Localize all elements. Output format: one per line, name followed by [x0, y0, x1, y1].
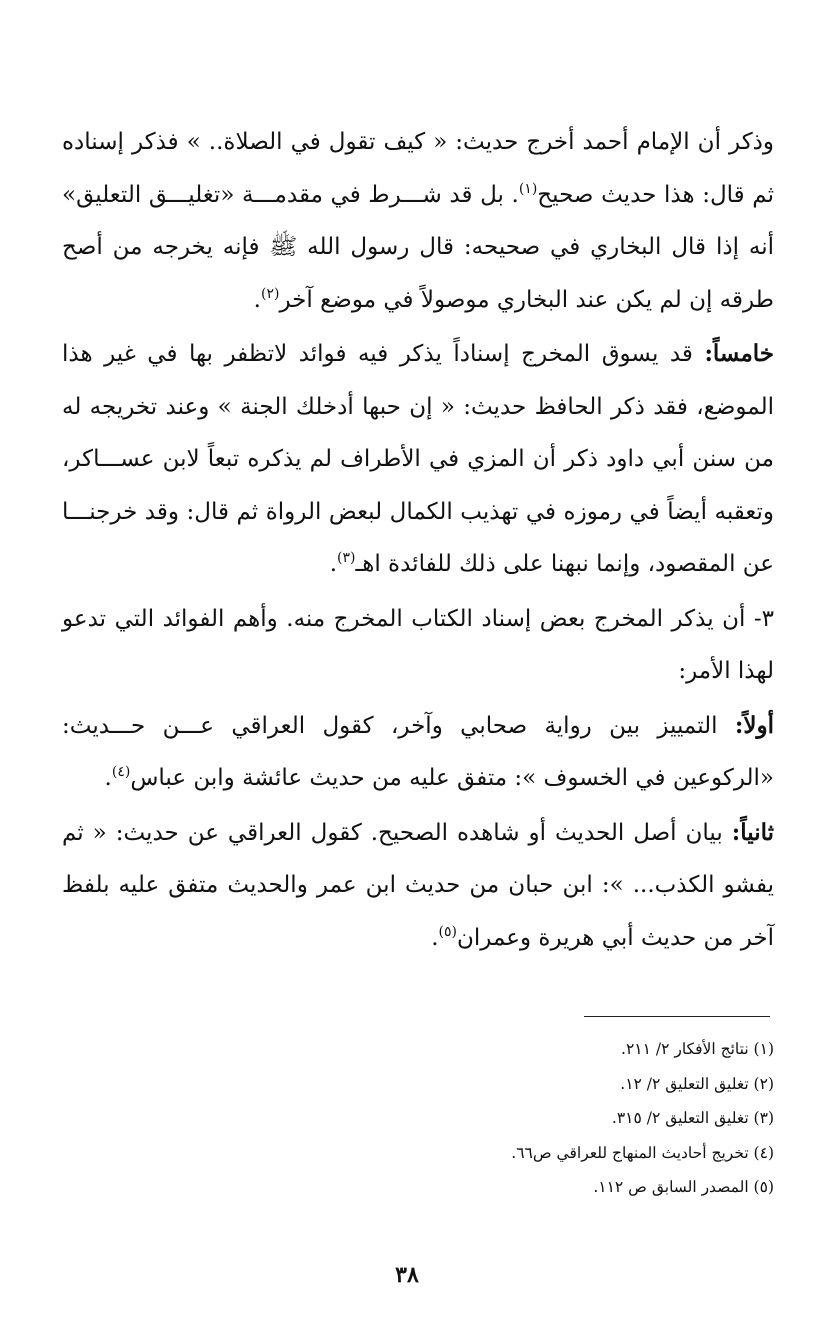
paragraph-3	[62, 593, 774, 698]
paragraph-2-heading: خامساً:	[704, 340, 774, 367]
main-text	[62, 116, 774, 964]
paragraph-4-end: .	[104, 765, 112, 791]
paragraph-1-text-a: وذكر أن الإمام أحمد أخرج حديث: « كيف تقول في الصلاة.. » فذكر إسناده ثم قال: هذا حديث صحيح	[62, 129, 774, 208]
footnote-1: (١) نتائج الأفكار ٢/ ٢١١.	[621, 1040, 774, 1058]
footnote-separator	[584, 1016, 770, 1017]
footnote-ref-1: (١)	[518, 180, 538, 197]
paragraph-3-text: ٣- أن يذكر المخرج بعض إسناد الكتاب المخرج منه. وأهم الفوائد التي تدعو لهذا الأمر:	[62, 605, 774, 684]
footnotes	[300, 1032, 774, 1205]
paragraph-1-text-b: . بل قد شـــرط في مقدمـــة «تغليـــق التعليق» أنه إذا قال البخاري في صحيحه: قال رسول الله ﷺ فإنه يخرجه من أصح طرقه إن لم يكن عند البخاري موصولاً في موضع آخر	[62, 181, 774, 313]
paragraph-1	[62, 116, 774, 326]
paragraph-4-heading: أولاً:	[734, 711, 774, 739]
paragraph-5-text: بيان أصل الحديث أو شاهده الصحيح. كقول العراقي عن حديث: « ثم يفشو الكذب... »: ابن حبان من حديث ابن عمر والحديث متفق عليه بلفظ آخر من حديث أبي هريرة وعمران	[62, 819, 774, 951]
footnote-5: (٥) المصدر السابق ص ١١٢.	[593, 1178, 774, 1196]
paragraph-5-heading: ثانياً:	[731, 818, 774, 846]
footnote-ref-2: (٢)	[260, 285, 280, 302]
footnote-3: (٣) تغليق التعليق ٢/ ٣١٥.	[611, 1109, 774, 1127]
paragraph-2-text: قد يسوق المخرج إسناداً يذكر فيه فوائد لاتظفر بها في غير هذا الموضع، فقد ذكر الحافظ حديث: « إن حبها أدخلك الجنة » وعند تخريجه له من سنن أبي داود ذكر أن المزي في الأطراف لم يذكره تبعاً لابن عســـاكر، وتعقبه أيضاً في رموزه في تهذيب الكمال لبعض الرواة ثم قال: وقد خرجنـــا عن المقصود، وإنما نبهنا على ذلك للفائدة اهـ	[62, 341, 774, 577]
paragraph-2-end: .	[329, 551, 338, 577]
footnote-4: (٤) تخريج أحاديث المنهاج للعراقي ص٦٦.	[511, 1143, 774, 1162]
footnote-ref-3: (٣)	[337, 550, 356, 566]
paragraph-5-end: .	[431, 924, 439, 951]
paragraph-4-text: التمييز بين رواية صحابي وآخر، كقول العراقي عـــن حـــديث: «الركوعين في الخسوف »: متفق عليه من حديث عائشة وابن عباس	[62, 712, 774, 791]
footnote-ref-4: (٤)	[111, 764, 131, 780]
footnote-ref-5: (٥)	[438, 923, 458, 940]
paragraph-5	[62, 807, 774, 965]
footnote-2: (٢) تغليق التعليق ٢/ ١٢.	[620, 1074, 774, 1093]
page-number: ٣٨	[395, 1262, 419, 1288]
paragraph-4	[62, 700, 774, 805]
paragraph-1-end: .	[253, 286, 261, 313]
paragraph-2	[62, 328, 774, 591]
